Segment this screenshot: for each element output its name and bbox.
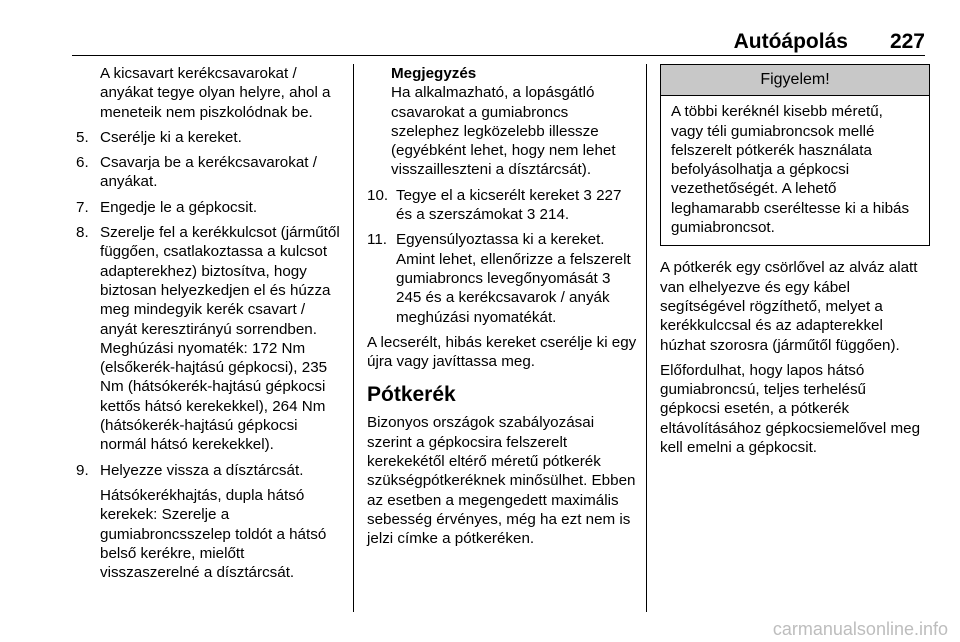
step-10: 10. Tegye el a kicserélt kereket 3 227 és a szerszámokat 3 214. xyxy=(367,186,622,224)
page-ref-arrow-icon: 3 xyxy=(602,269,611,287)
after-paragraph: A lecserélt, hibás kereket cserélje ki egy újra vagy javíttassa meg. xyxy=(367,333,637,371)
warning-text: A többi keréknél kisebb méretű, vagy téli gumiabroncsok mellé felszerelt pótkerék használata befolyásolhatja a gépkocsi vezethetőségét. A lehető leghamarabb cseréltesse ki a hibás gumiabroncsot. xyxy=(671,103,910,237)
step-11: 11. Egyensúlyoztassa ki a kereket. Amint lehet, ellenőrizze a felszerelt gumiabroncs levegőnyomását 3 245 és a kerékcsavarok / anyák meghúzási nyomatékát. xyxy=(367,231,631,326)
column-3 xyxy=(660,64,930,463)
step-9: 9. Helyezze vissza a dísztárcsát. xyxy=(76,461,304,479)
note-title: Megjegyzés xyxy=(391,65,477,82)
step-9-extra: Hátsókerékhajtás, dupla hátsó kerekek: Szerelje a gumiabroncsszelep toldót a hátsó belső kerékre, mielőtt visszaszerelné a dísztárcsát. xyxy=(100,486,327,582)
page-header xyxy=(734,24,925,54)
step-5: 5. Cserélje ki a kereket. xyxy=(76,128,242,146)
note-text: Ha alkalmazható, a lopásgátló csavarokat a gumiabroncs szelephez legközelebb illessze (egyébként lehet, hogy nem lehet visszailleszteni a dísztárcsát). xyxy=(391,84,616,179)
page-ref-arrow-icon: 3 xyxy=(526,206,536,224)
column-1 xyxy=(76,64,344,588)
section-heading: Pótkerék xyxy=(367,383,456,407)
spare-wheel-paragraph: Bizonyos országok szabályozásai szerint a gépkocsira felszerelt kerekekétől eltérő méretű pótkerék szükségpótkeréknek minősülhet. Ebben az esetben a megengedett maximális sebesség érvényes, még ha ezt nem is jelzi címke a pótkeréken. xyxy=(367,414,636,548)
paragraph-jack: Előfordulhat, hogy lapos hátsó gumiabroncsú, teljes terhelésű gépkocsi esetén, a pótkerék eltávolításához gépkocsiemelővel meg kell emelni a gépkocsit. xyxy=(660,361,921,457)
step-8: 8. Szerelje fel a kerékkulcsot (járműtől függően, csatlakoztassa a kulcsot adapterekhez) biztosítva, hogy biztosan helyezkedjen el és húzza meg mindegyik kerék csavart / anyát keresztirányú sorrendben. Meghúzási nyomaték: 172 Nm (elsőkerék-hajtású gépkocsi), 235 Nm (hátsókerék-hajtású gépkocsi kettős hátsó kerekekkel), 264 Nm (hátsókerék-hajtású gépkocsi normál hátsó kerekekkel). xyxy=(76,224,340,454)
warning-box xyxy=(660,64,930,246)
section-title: Autóápolás xyxy=(733,30,848,53)
column-divider xyxy=(353,64,354,612)
note xyxy=(367,64,637,180)
step-6: 6. Csavarja be a kerékcsavarokat / anyákat. xyxy=(76,154,317,191)
intro-paragraph: A kicsavart kerékcsavarokat / anyákat tegye olyan helyre, ahol a meneteik nem piszkolódnak be. xyxy=(100,65,331,121)
watermark: carmanualsonline.info xyxy=(772,619,948,639)
warning-title: Figyelem! xyxy=(661,65,929,96)
column-2 xyxy=(367,64,637,555)
page-ref-arrow-icon: 3 xyxy=(583,186,592,204)
column-divider xyxy=(646,64,647,612)
step-7: 7. Engedje le a gépkocsit. xyxy=(76,198,258,216)
page-number: 227 xyxy=(889,30,925,53)
header-rule xyxy=(72,55,925,56)
paragraph-winch: A pótkerék egy csörlővel az alváz alatt van elhelyezve és egy kábel segítségével rögzíthető, melyet a kerékkulccsal és az adapterekkel húzhat szorosra (járműtől függően). xyxy=(660,259,918,354)
